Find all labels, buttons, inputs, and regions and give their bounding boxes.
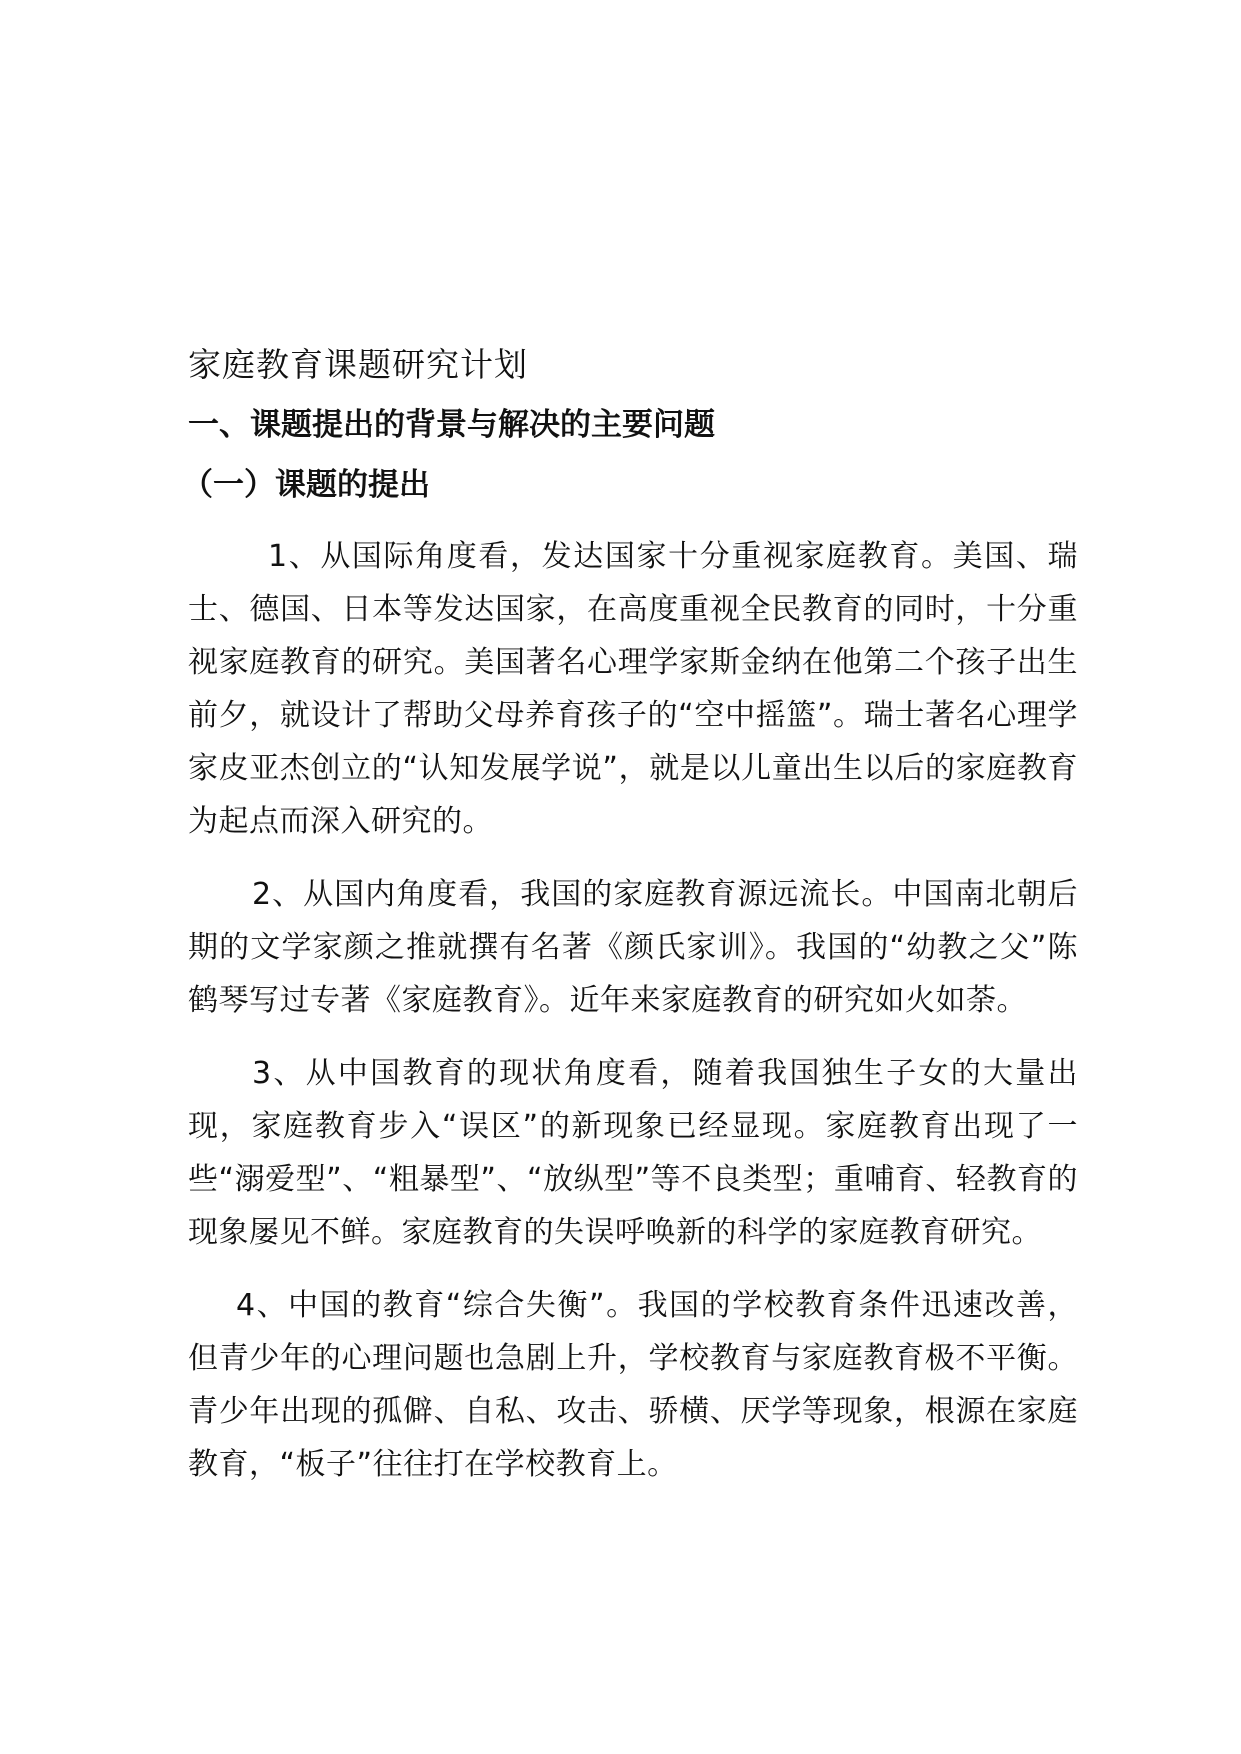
section-heading: 一、课题提出的背景与解决的主要问题 bbox=[188, 407, 715, 443]
paragraph-1: 1、从国际角度看，发达国家十分重视家庭教育。美国、瑞士、德国、日本等发达国家，在高度重视全民教育的同时，十分重视家庭教育的研究。美国著名心理学家斯金纳在他第二个孩子出生前夕，就设计了帮助父母养育孩子的“空中摇篮”。瑞士著名心理学家皮亚杰创立的“认知发展学说”，就是以儿童出生以后的家庭教育为起点而深入研究的。 bbox=[188, 539, 1078, 839]
paragraph-4: 4、中国的教育“综合失衡”。我国的学校教育条件迅速改善，但青少年的心理问题也急剧上升，学校教育与家庭教育极不平衡。青少年出现的孤僻、自私、攻击、骄横、厌学等现象，根源在家庭教育，“板子”往往打在学校教育上。 bbox=[188, 1288, 1078, 1482]
subsection-heading: （一）课题的提出 bbox=[182, 467, 430, 503]
paragraph-2: 2、从国内角度看，我国的家庭教育源远流长。中国南北朝后期的文学家颜之推就撰有名著《颜氏家训》。我国的“幼教之父”陈鹤琴写过专著《家庭教育》。近年来家庭教育的研究如火如荼。 bbox=[188, 877, 1078, 1018]
document-title: 家庭教育课题研究计划 bbox=[188, 345, 528, 384]
paragraph-3: 3、从中国教育的现状角度看，随着我国独生子女的大量出现，家庭教育步入“误区”的新现象已经显现。家庭教育出现了一些“溺爱型”、“粗暴型”、“放纵型”等不良类型；重哺育、轻教育的现象屡见不鲜。家庭教育的失误呼唤新的科学的家庭教育研究。 bbox=[188, 1056, 1078, 1250]
document-body bbox=[182, 340, 1078, 1511]
